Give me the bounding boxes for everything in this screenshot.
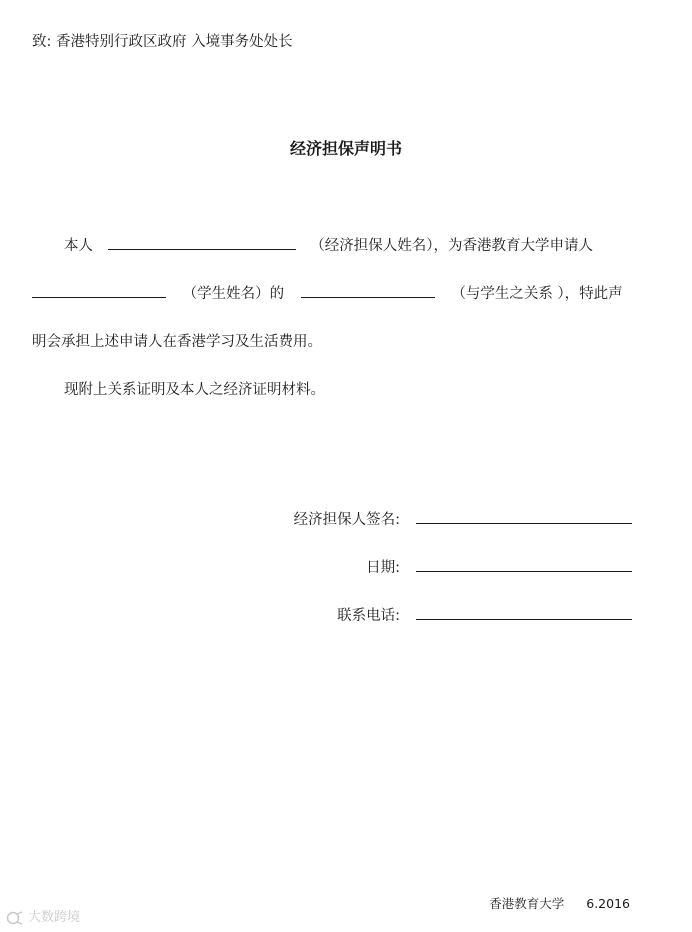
footer-institution: 香港教育大学 (489, 896, 565, 911)
addressee-line: 致: 香港特别行政区政府 入境事务处处长 (32, 34, 293, 50)
footer-version: 6.2016 (586, 896, 630, 911)
footer (489, 894, 630, 912)
phone-label: 联系电话: (337, 608, 400, 624)
date-row (366, 556, 632, 577)
document-title: 经济担保声明书 (289, 139, 402, 158)
phone-field[interactable] (416, 605, 632, 620)
watermark (6, 906, 80, 925)
student-name-field[interactable] (32, 283, 166, 298)
date-field[interactable] (416, 557, 632, 572)
paragraph-1-line-1 (64, 234, 593, 255)
self-label: 本人 (64, 238, 93, 254)
paragraph-1-line-2 (32, 282, 623, 303)
sponsor-signature-field[interactable] (416, 509, 632, 524)
sponsor-signature-label: 经济担保人签名: (293, 512, 400, 528)
watermark-text: 大数跨境 (28, 910, 81, 925)
sponsor-name-caption: （经济担保人姓名），为香港教育大学申请人 (310, 238, 593, 254)
date-label: 日期: (366, 560, 400, 576)
paragraph-2: 现附上关系证明及本人之经济证明材料。 (64, 382, 325, 398)
phone-row (337, 604, 632, 625)
relationship-field[interactable] (301, 283, 435, 298)
relationship-caption: （与学生之关系 ），特此声 (451, 286, 623, 302)
sponsor-signature-row (294, 508, 632, 529)
student-name-caption: （学生姓名）的 (182, 286, 285, 302)
paragraph-1-line-3: 明会承担上述申请人在香港学习及生活费用。 (32, 334, 322, 350)
watermark-logo-icon (6, 910, 28, 925)
sponsor-name-field[interactable] (108, 235, 296, 250)
